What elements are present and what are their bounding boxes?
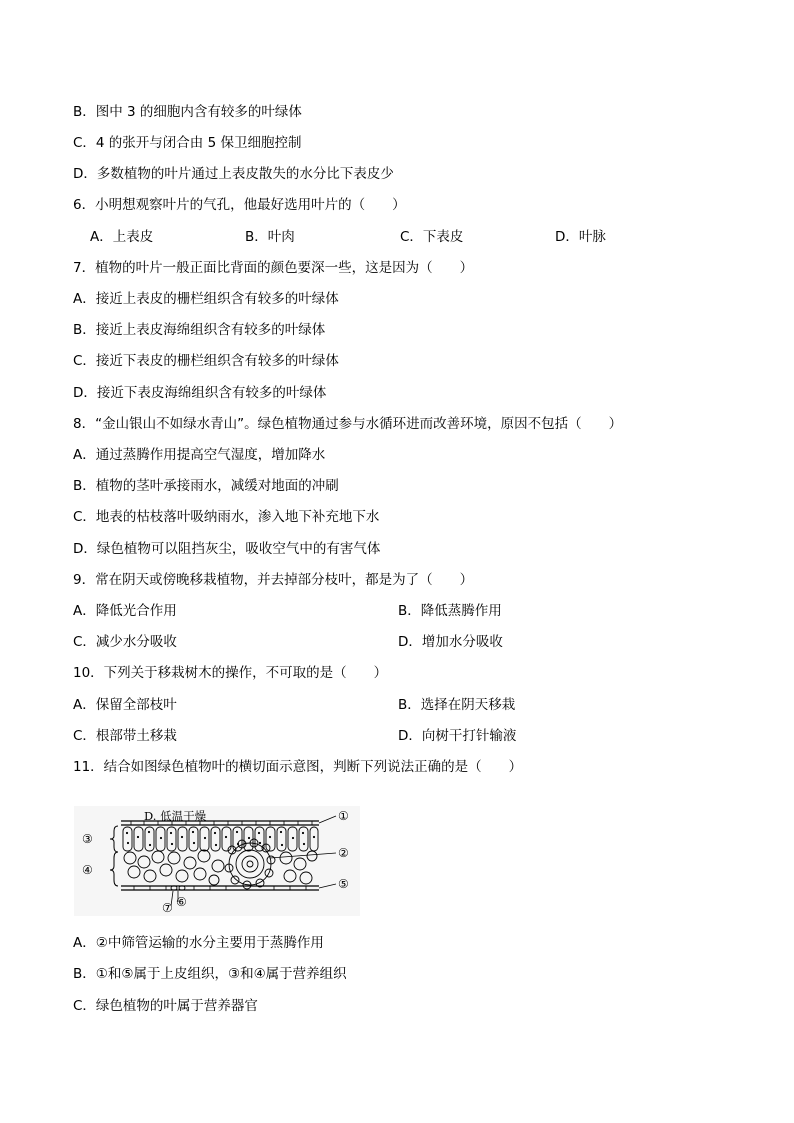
label-5: ⑤ bbox=[338, 877, 349, 891]
q9-stem: 9．常在阴天或傍晚移栽植物，并去掉部分枝叶，都是为了（ ） bbox=[73, 572, 474, 588]
q9-option-a: A．降低光合作用 bbox=[73, 603, 177, 619]
label-1: ① bbox=[338, 809, 349, 823]
q8-option-c: C．地表的枯枝落叶吸纳雨水，渗入地下补充地下水 bbox=[73, 509, 380, 525]
q6-option-d: D．叶脉 bbox=[555, 229, 606, 245]
q11-option-c: C．绿色植物的叶属于营养器官 bbox=[73, 998, 258, 1014]
q10-option-a: A．保留全部枝叶 bbox=[73, 697, 177, 713]
q11-option-b: B．①和⑤属于上皮组织，③和④属于营养组织 bbox=[73, 966, 347, 982]
q7-stem: 7．植物的叶片一般正面比背面的颜色要深一些，这是因为（ ） bbox=[73, 260, 474, 276]
label-2: ② bbox=[338, 846, 349, 860]
q10-option-b: B．选择在阴天移栽 bbox=[398, 697, 516, 713]
leaf-cross-section-diagram bbox=[74, 806, 360, 916]
q7-option-c: C．接近下表皮的栅栏组织含有较多的叶绿体 bbox=[73, 353, 339, 369]
q8-option-b: B．植物的茎叶承接雨水，减缓对地面的冲刷 bbox=[73, 478, 339, 494]
q5-option-b: B．图中 3 的细胞内含有较多的叶绿体 bbox=[73, 104, 302, 120]
q10-option-c: C．根部带土移栽 bbox=[73, 728, 177, 744]
q6-stem: 6．小明想观察叶片的气孔，他最好选用叶片的（ ） bbox=[73, 197, 406, 213]
q9-option-c: C．减少水分吸收 bbox=[73, 634, 177, 650]
q7-option-b: B．接近上表皮海绵组织含有较多的叶绿体 bbox=[73, 322, 326, 338]
label-4: ④ bbox=[82, 863, 93, 877]
q5-option-c: C．4 的张开与闭合由 5 保卫细胞控制 bbox=[73, 135, 302, 151]
q5-option-d: D．多数植物的叶片通过上表皮散失的水分比下表皮少 bbox=[73, 166, 394, 182]
q7-option-a: A．接近上表皮的栅栏组织含有较多的叶绿体 bbox=[73, 291, 339, 307]
q8-option-a: A．通过蒸腾作用提高空气湿度，增加降水 bbox=[73, 447, 326, 463]
q11-option-a: A．②中筛管运输的水分主要用于蒸腾作用 bbox=[73, 935, 324, 951]
label-3: ③ bbox=[82, 832, 93, 846]
q6-option-b: B．叶肉 bbox=[245, 229, 295, 245]
q8-stem: 8．“金山银山不如绿水青山”。绿色植物通过参与水循环进而改善环境，原因不包括（ ） bbox=[73, 416, 623, 432]
label-7: ⑦ bbox=[162, 901, 173, 915]
q7-option-d: D．接近下表皮海绵组织含有较多的叶绿体 bbox=[73, 385, 327, 401]
q9-option-d: D．增加水分吸收 bbox=[398, 634, 503, 650]
q9-option-b: B．降低蒸腾作用 bbox=[398, 603, 502, 619]
q10-option-d: D．向树干打针输液 bbox=[398, 728, 517, 744]
q10-stem: 10．下列关于移栽树木的操作，不可取的是（ ） bbox=[73, 665, 388, 681]
leaf-cross-section-figure bbox=[74, 806, 360, 916]
q6-option-c: C．下表皮 bbox=[400, 229, 464, 245]
q8-option-d: D．绿色植物可以阻挡灰尘，吸收空气中的有害气体 bbox=[73, 541, 381, 557]
figure-caption: D. 低温干燥 bbox=[144, 809, 207, 823]
q6-option-a: A．上表皮 bbox=[90, 229, 154, 245]
label-6: ⑥ bbox=[176, 895, 187, 909]
q11-stem: 11．结合如图绿色植物叶的横切面示意图，判断下列说法正确的是（ ） bbox=[73, 759, 523, 775]
